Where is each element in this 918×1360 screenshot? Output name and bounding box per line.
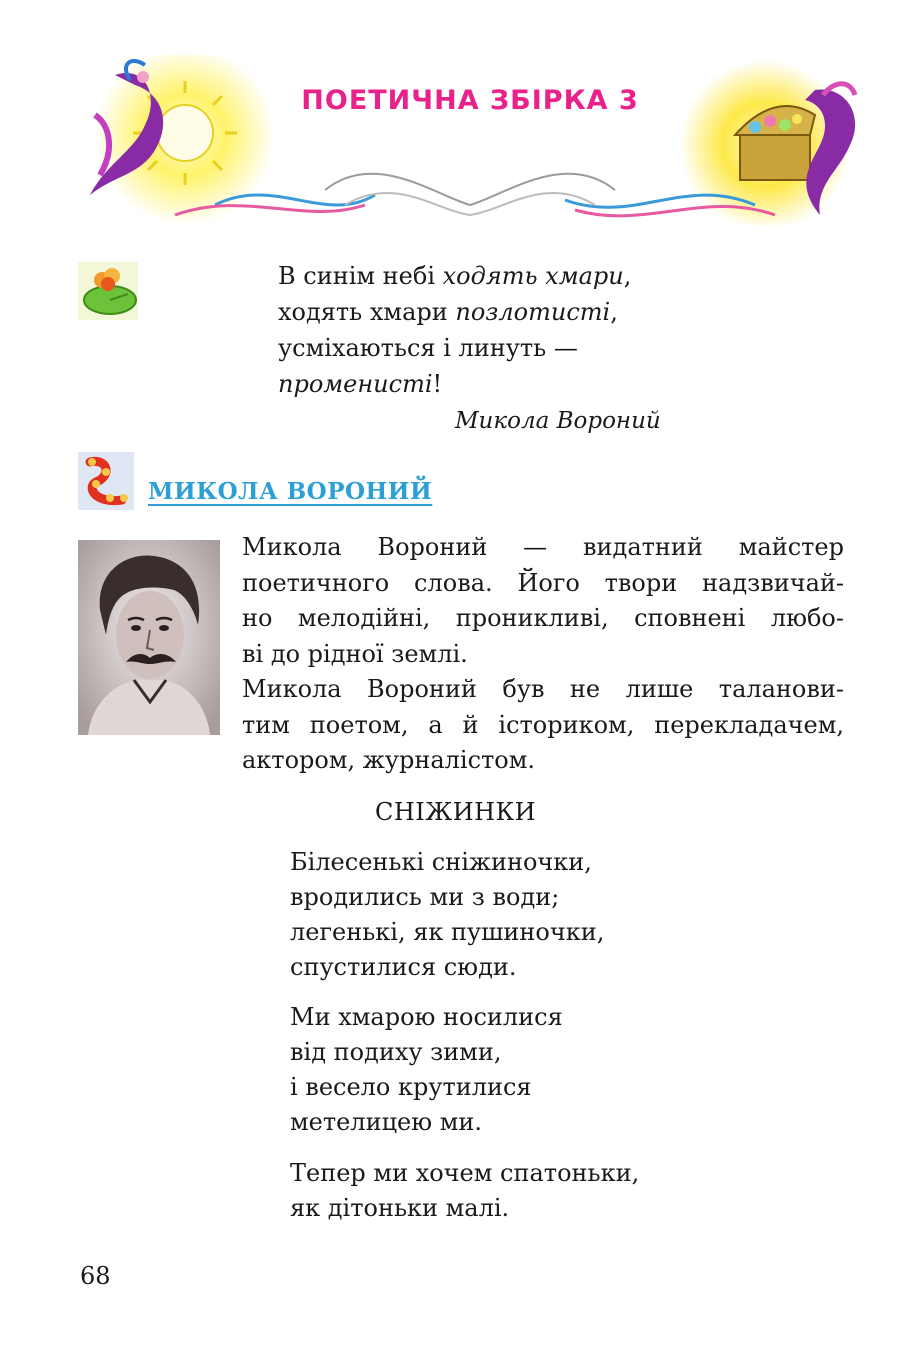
- poem-stanza: [290, 1156, 639, 1226]
- poem-stanza: [290, 845, 604, 985]
- bio-line: актором, журналістом.: [242, 746, 536, 774]
- poem-line: Білесенькі сніжиночки,: [290, 848, 592, 876]
- epigraph-line: В синім небі ходять хмари,: [278, 262, 632, 290]
- flower-garland-icon: [78, 452, 134, 510]
- header-banner: [75, 55, 865, 225]
- author-heading[interactable]: МИКОЛА ВОРОНИЙ: [148, 478, 433, 505]
- page-title: ПОЕТИЧНА ЗБІРКА 3: [301, 85, 639, 116]
- bio-line: Микола Вороний — видатний майстер: [242, 533, 844, 561]
- bio-line: поетичного слова. Його твори надзвичай-: [242, 568, 844, 597]
- author-bio: [242, 530, 844, 779]
- epigraph: [278, 258, 798, 402]
- poem-line: і весело крутилися: [290, 1073, 532, 1101]
- flower-on-leaf-icon: [78, 262, 138, 320]
- page-number: 68: [80, 1262, 111, 1290]
- poem-line: від подиху зими,: [290, 1038, 502, 1066]
- epigraph-line: усміхаються і линуть —: [278, 334, 578, 362]
- poem-line: вродились ми з води;: [290, 883, 560, 911]
- author-portrait: [78, 540, 220, 735]
- epigraph-line: ходять хмари позлотисті,: [278, 298, 618, 326]
- poem-line: спустилися сюди.: [290, 953, 517, 981]
- bio-line: Микола Вороний був не лише таланови-: [242, 675, 844, 703]
- poem-line: метелицею ми.: [290, 1108, 483, 1136]
- poem-line: Тепер ми хочем спатоньки,: [290, 1159, 640, 1187]
- epigraph-line: променисті!: [278, 370, 443, 398]
- poem-line: Ми хмарою носилися: [290, 1003, 563, 1031]
- bio-line: тим поетом, а й істориком, перекладачем,: [242, 710, 844, 739]
- poem-line: як дітоньки малі.: [290, 1194, 510, 1222]
- bio-line: но мелодійні, проникливі, сповнені любо-: [242, 604, 844, 632]
- poem-line: легенькі, як пушиночки,: [290, 918, 605, 946]
- banner-illustration: [75, 55, 865, 225]
- bio-line: ві до рідної землі.: [242, 639, 468, 668]
- poem-stanza: [290, 1000, 563, 1140]
- poem-title: СНІЖИНКИ: [375, 798, 537, 826]
- epigraph-author: Микола Вороний: [455, 408, 661, 434]
